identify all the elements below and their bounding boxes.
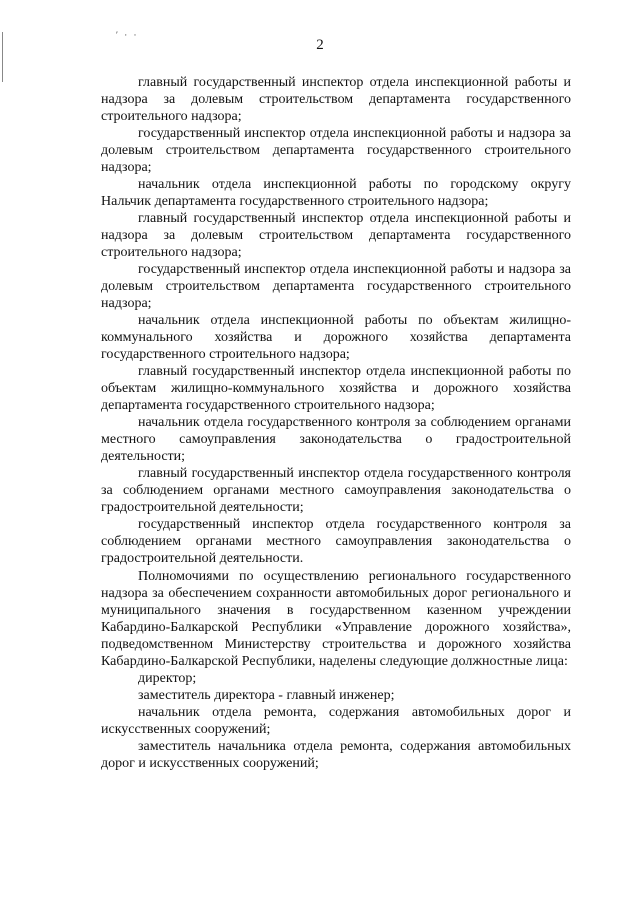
paragraph: заместитель директора - главный инженер; — [138, 688, 395, 703]
paragraph: Полномочиями по осуществлению регионального государственного надзора за обеспечением сохранности автомобильных дорог регионального и муниципального значения в государственном казенном учреждении Кабардино-Балкарской Республики «Управление дорожного хозяйства», подведомственном Министерству строительства и дорожного хозяйства Кабардино-Балкарской Республики, наделены следующие должностные лица: — [101, 569, 571, 669]
paragraph: государственный инспектор отдела инспекционной работы и надзора за долевым строительством департамента государственного строительного надзора; — [101, 262, 571, 311]
paragraph: государственный инспектор отдела государственного контроля за соблюдением органами местного самоуправления законодательства о градостроительной деятельности. — [101, 517, 571, 566]
document-body — [101, 74, 571, 772]
paragraph: главный государственный инспектор отдела инспекционной работы и надзора за долевым строительством департамента государственного строительного надзора; — [101, 75, 571, 124]
paragraph: заместитель начальника отдела ремонта, содержания автомобильных дорог и искусственных сооружений; — [101, 739, 571, 771]
paragraph: начальник отдела инспекционной работы по городскому округу Нальчик департамента государственного строительного надзора; — [101, 177, 571, 209]
paragraph: начальник отдела инспекционной работы по объектам жилищно-коммунального хозяйства и дорожного хозяйства департамента государственного строительного надзора; — [101, 313, 571, 362]
paragraph: начальник отдела ремонта, содержания автомобильных дорог и искусственных сооружений; — [101, 705, 571, 737]
paragraph: главный государственный инспектор отдела инспекционной работы по объектам жилищно-коммунального хозяйства и дорожного хозяйства департамента государственного строительного надзора; — [101, 364, 571, 413]
paragraph: государственный инспектор отдела инспекционной работы и надзора за долевым строительством департамента государственного строительного надзора; — [101, 126, 571, 175]
paragraph: директор; — [138, 671, 197, 686]
scan-marks: ′ · · — [116, 30, 139, 40]
paragraph: главный государственный инспектор отдела государственного контроля за соблюдением органами местного самоуправления законодательства о градостроительной деятельности; — [101, 466, 571, 515]
paragraph: главный государственный инспектор отдела инспекционной работы и надзора за долевым строительством департамента государственного строительного надзора; — [101, 211, 571, 260]
paragraph: начальник отдела государственного контроля за соблюдением органами местного самоуправления законодательства о градостроительной деятельности; — [101, 415, 571, 464]
page-number: 2 — [316, 37, 324, 53]
